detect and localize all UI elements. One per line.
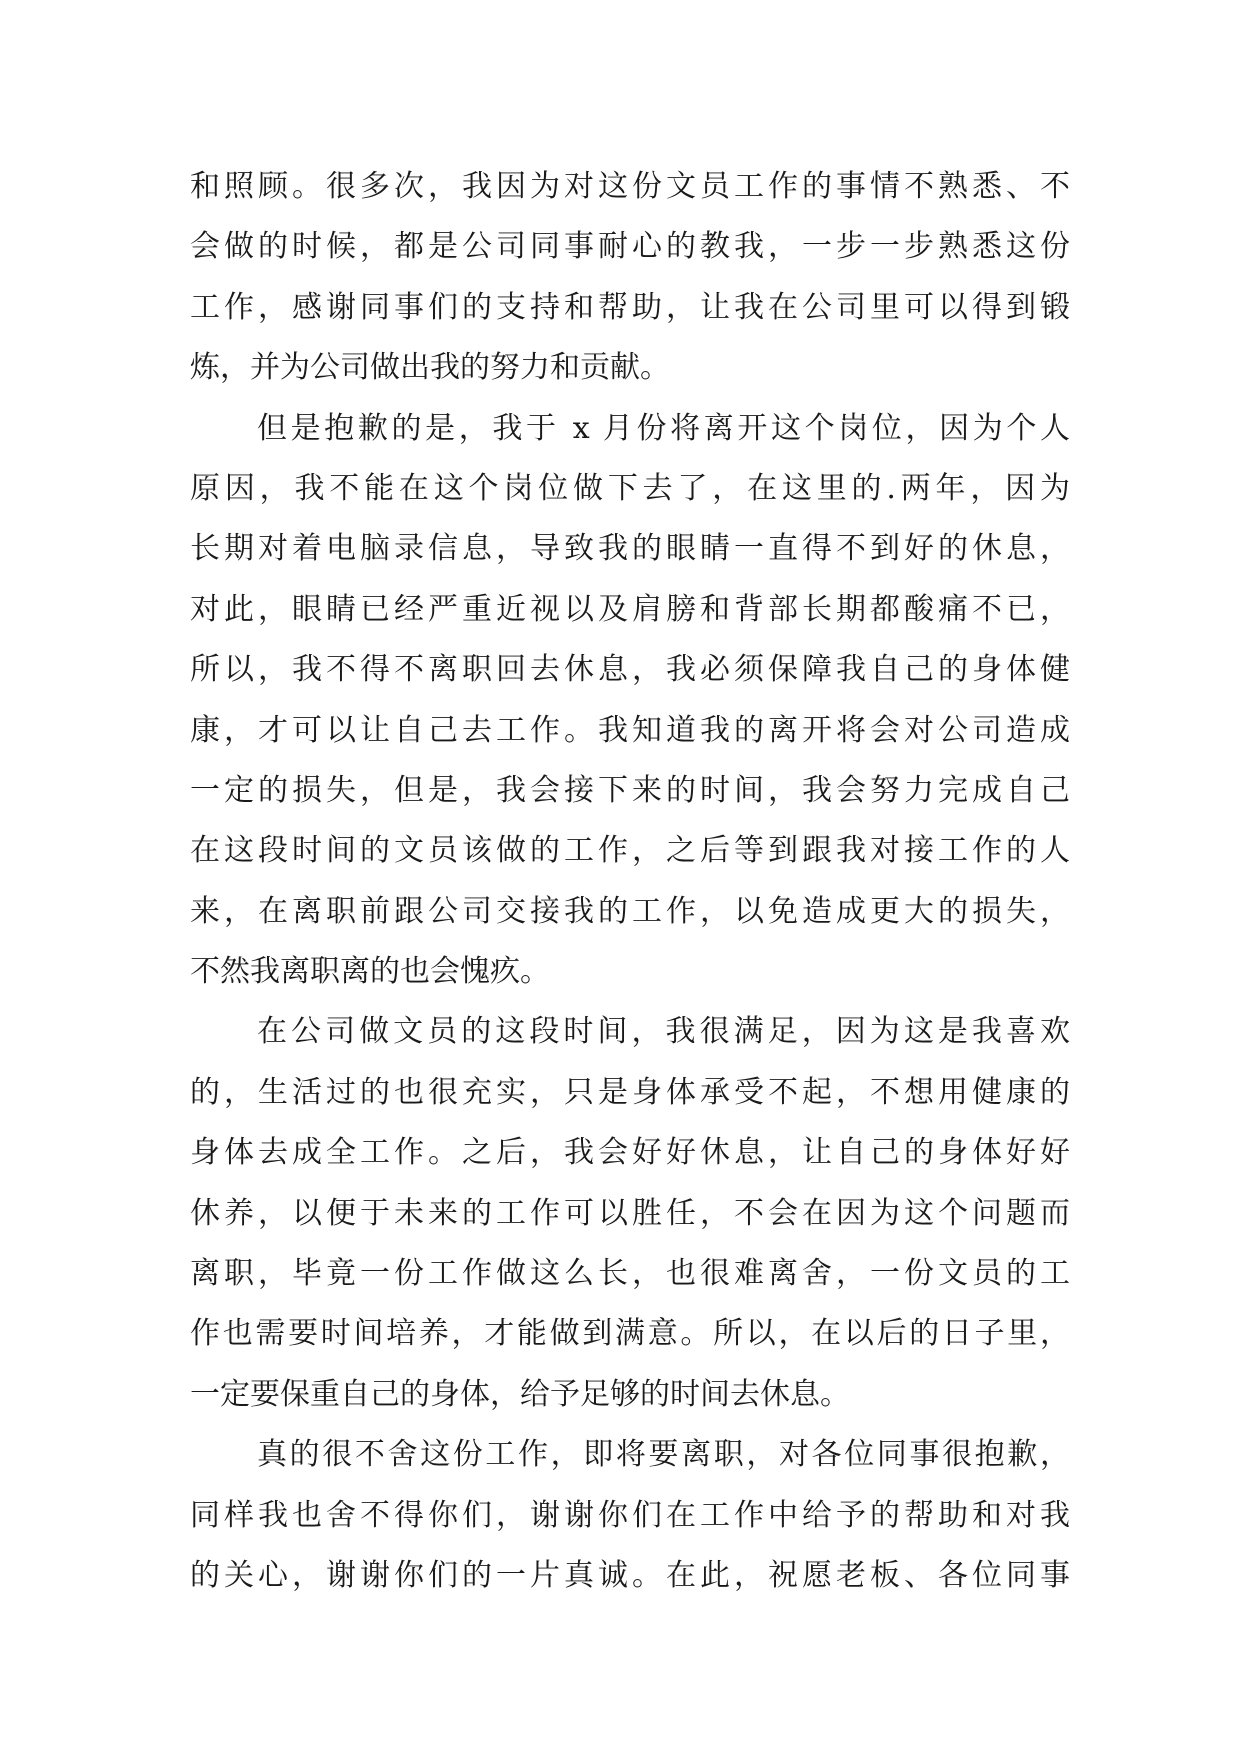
text-line: 原因，我不能在这个岗位做下去了，在这里的.两年，因为 [190, 470, 1070, 506]
paragraph-first-line: 在公司做文员的这段时间，我很满足，因为这是我喜欢 [257, 1014, 1070, 1050]
text-line: 长期对着电脑录信息，导致我的眼睛一直得不到好的休息， [190, 531, 1070, 567]
text-line: 离职，毕竟一份工作做这么长，也很难离舍，一份文员的工 [190, 1256, 1070, 1292]
text-line: 同样我也舍不得你们，谢谢你们在工作中给予的帮助和对我 [190, 1497, 1070, 1533]
text-line: 身体去成全工作。之后，我会好好休息，让自己的身体好好 [190, 1135, 1070, 1171]
text-line: 和照顾。很多次，我因为对这份文员工作的事情不熟悉、不 [190, 169, 1070, 204]
text-line: 对此，眼睛已经严重近视以及肩膀和背部长期都酸痛不已， [190, 591, 1070, 627]
text-line: 一定的损失，但是，我会接下来的时间，我会努力完成自己 [190, 772, 1070, 808]
text-line: 所以，我不得不离职回去休息，我必须保障我自己的身体健 [190, 652, 1070, 688]
paragraph-first-line: 真的很不舍这份工作，即将要离职，对各位同事很抱歉， [257, 1437, 1070, 1473]
text-line: 的关心，谢谢你们的一片真诚。在此，祝愿老板、各位同事 [190, 1557, 1070, 1593]
text-line: 康，才可以让自己去工作。我知道我的离开将会对公司造成 [190, 712, 1070, 748]
text-line: 休养，以便于未来的工作可以胜任，不会在因为这个问题而 [190, 1195, 1070, 1231]
text-line: 的，生活过的也很充实，只是身体承受不起，不想用健康的 [190, 1074, 1070, 1110]
text-line: 工作，感谢同事们的支持和帮助，让我在公司里可以得到锻 [190, 289, 1070, 325]
text-line: 在这段时间的文员该做的工作，之后等到跟我对接工作的人 [190, 833, 1070, 869]
body-text [190, 157, 1070, 1606]
text-line: 一定要保重自己的身体，给予足够的时间去休息。 [190, 1376, 850, 1412]
text-line: 作也需要时间培养，才能做到满意。所以，在以后的日子里， [190, 1316, 1070, 1352]
text-line: 来，在离职前跟公司交接我的工作，以免造成更大的损失， [190, 893, 1070, 929]
paragraph-first-line: 但是抱歉的是，我于 x 月份将离开这个岗位，因为个人 [257, 410, 1070, 446]
text-line: 炼，并为公司做出我的努力和贡献。 [190, 350, 670, 386]
text-line: 会做的时候，都是公司同事耐心的教我，一步一步熟悉这份 [190, 229, 1070, 265]
text-line: 不然我离职离的也会愧疚。 [190, 954, 550, 990]
